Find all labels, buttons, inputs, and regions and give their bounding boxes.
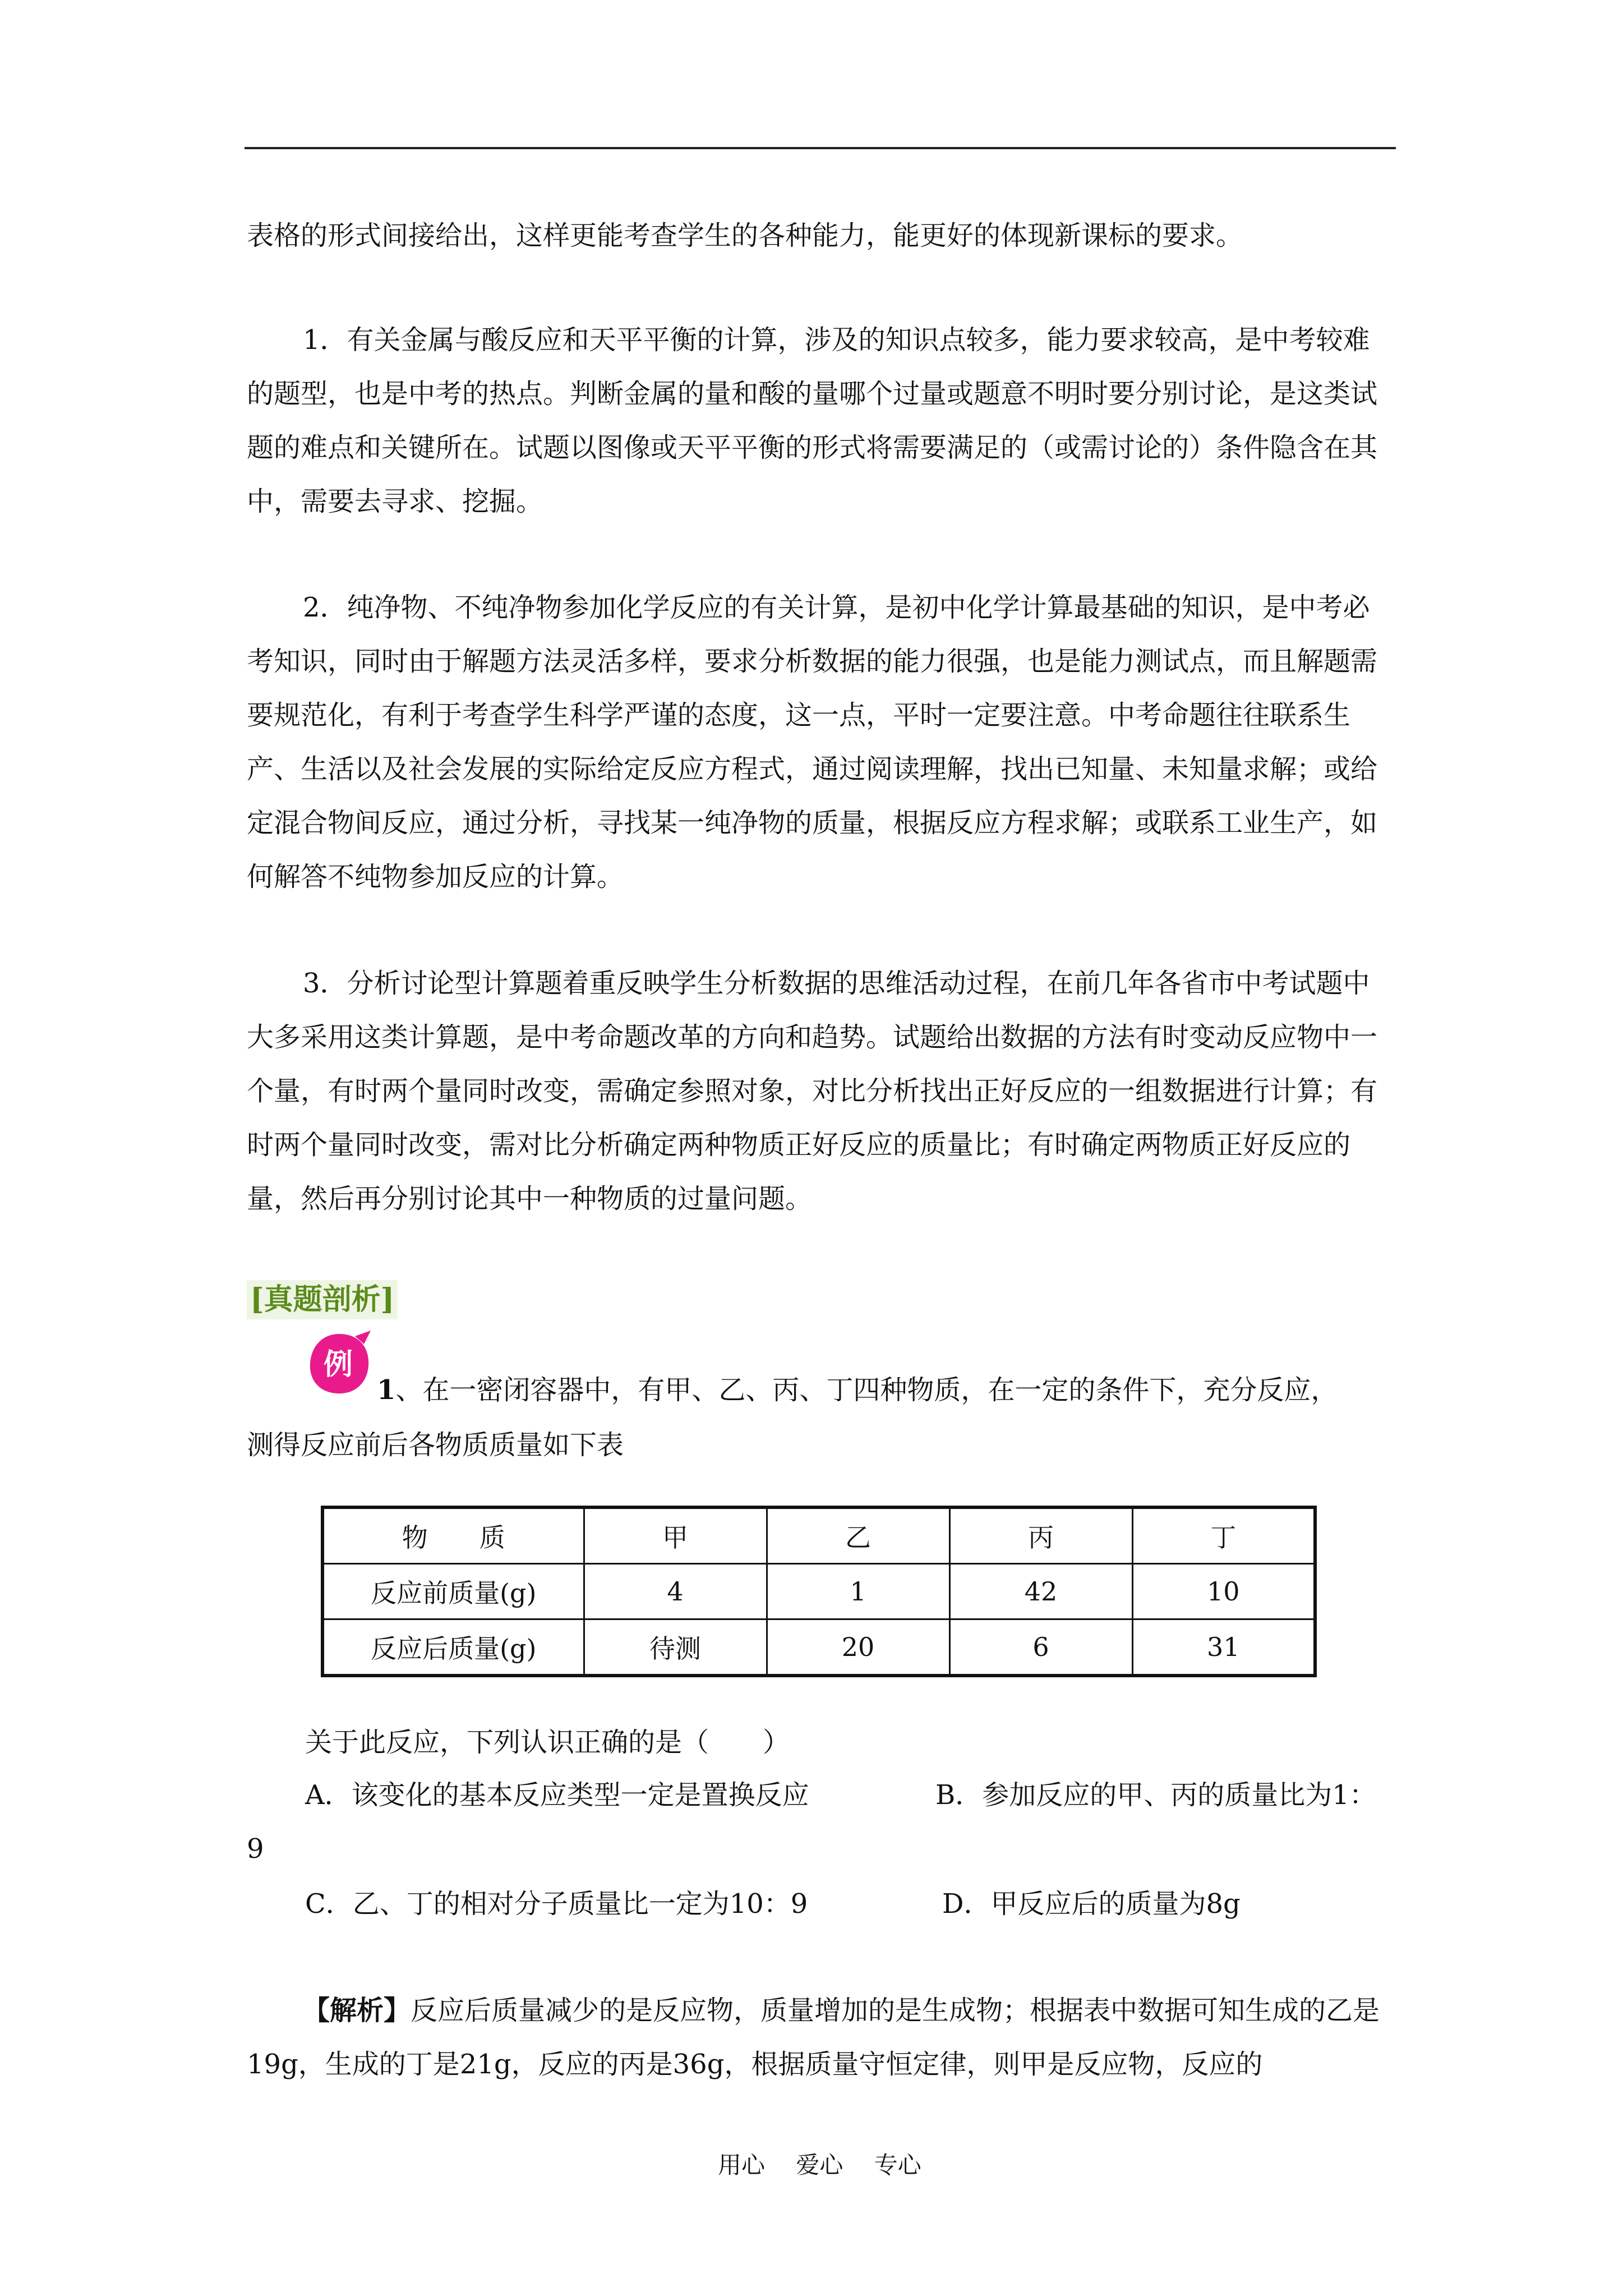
point-2: 2．纯净物、不纯净物参加化学反应的有关计算，是初中化学计算最基础的知识，是中考必考知识，同时由于解题方法灵活多样，要求分析数据的能力很强，也是能力测试点，而且解题需要规范化，有利于考查学生科学严谨的态度，这一点，平时一定要注意。中考命题往往联系生产、生活以及社会发展的实际给定反应方程式，通过阅读理解，找出已知量、未知量求解；或给定混合物间反应，通过分析，寻找某一纯净物的质量，根据反应方程求解；或联系工业生产，如何解答不纯物参加反应的计算。 bbox=[247, 592, 1378, 892]
example-badge-icon bbox=[306, 1331, 373, 1398]
option-a: A．该变化的基本反应类型一定是置换反应 bbox=[305, 1779, 809, 1811]
question-line-2: 测得反应前后各物质质量如下表 bbox=[247, 1429, 624, 1461]
table-cell: 4 bbox=[584, 1564, 767, 1619]
table-header-row bbox=[322, 1507, 1315, 1564]
mass-table bbox=[321, 1506, 1317, 1677]
table-cell: 待测 bbox=[584, 1619, 767, 1676]
table-row bbox=[322, 1564, 1315, 1619]
option-c: C．乙、丁的相对分子质量比一定为10：9 bbox=[305, 1888, 808, 1920]
table-cell: 31 bbox=[1132, 1619, 1315, 1676]
point-1: 1．有关金属与酸反应和天平平衡的计算，涉及的知识点较多，能力要求较高，是中考较难的题型，也是中考的热点。判断金属的量和酸的量哪个过量或题意不明时要分别讨论，是这类试题的难点和关键所在。试题以图像或天平平衡的形式将需要满足的（或需讨论的）条件隐含在其中，需要去寻求、挖掘。 bbox=[247, 324, 1378, 517]
option-b: B．参加反应的甲、丙的质量比为1： bbox=[935, 1779, 1376, 1811]
table-header-cell: 甲 bbox=[584, 1507, 767, 1564]
option-d: D．甲反应后的质量为8g bbox=[942, 1888, 1241, 1920]
question-line-1-text: 、在一密闭容器中，有甲、乙、丙、丁四种物质，在一定的条件下，充分反应， bbox=[395, 1374, 1338, 1406]
point-3: 3．分析讨论型计算题着重反映学生分析数据的思维活动过程，在前几年各省市中考试题中大多采用这类计算题，是中考命题改革的方向和趋势。试题给出数据的方法有时变动反应物中一个量，有时两个量同时改变，需确定参照对象，对比分析找出正好反应的一组数据进行计算；有时两个量同时改变，需对比分析确定两种物质正好反应的质量比；有时确定两物质正好反应的量，然后再分别讨论其中一种物质的过量问题。 bbox=[247, 968, 1378, 1214]
table-header-cell: 丁 bbox=[1132, 1507, 1315, 1564]
table-cell: 反应后质量(g) bbox=[322, 1619, 584, 1676]
question-prompt: 关于此反应，下列认识正确的是（ ） bbox=[305, 1727, 790, 1758]
option-b-wrap: 9 bbox=[247, 1833, 264, 1865]
header-rule bbox=[245, 147, 1396, 149]
table-cell: 20 bbox=[767, 1619, 949, 1676]
analysis-label: 【解析】 bbox=[303, 1995, 411, 2026]
table-cell: 10 bbox=[1132, 1564, 1315, 1619]
table-cell: 42 bbox=[949, 1564, 1132, 1619]
page-footer: 用心 爱心 专心 bbox=[718, 2151, 921, 2179]
table-cell: 1 bbox=[767, 1564, 949, 1619]
intro-line: 表格的形式间接给出，这样更能考查学生的各种能力，能更好的体现新课标的要求。 bbox=[247, 220, 1243, 251]
table-header-cell: 乙 bbox=[767, 1507, 949, 1564]
example-badge-label: 例 bbox=[323, 1348, 353, 1382]
analysis-text: 反应后质量减少的是反应物，质量增加的是生成物；根据表中数据可知生成的乙是19g，生成的丁是21g，反应的丙是36g，根据质量守恒定律，则甲是反应物，反应的 bbox=[247, 1995, 1380, 2080]
table-header-cell: 丙 bbox=[949, 1507, 1132, 1564]
table-cell: 反应前质量(g) bbox=[322, 1564, 584, 1619]
table-cell: 6 bbox=[949, 1619, 1132, 1676]
section-title: [真题剖析] bbox=[247, 1280, 398, 1319]
table-row bbox=[322, 1619, 1315, 1676]
table-header-cell: 物 质 bbox=[322, 1507, 584, 1564]
question-number: 1 bbox=[377, 1374, 396, 1406]
question-line-1 bbox=[377, 1363, 1398, 1417]
analysis-paragraph bbox=[247, 1984, 1396, 2091]
